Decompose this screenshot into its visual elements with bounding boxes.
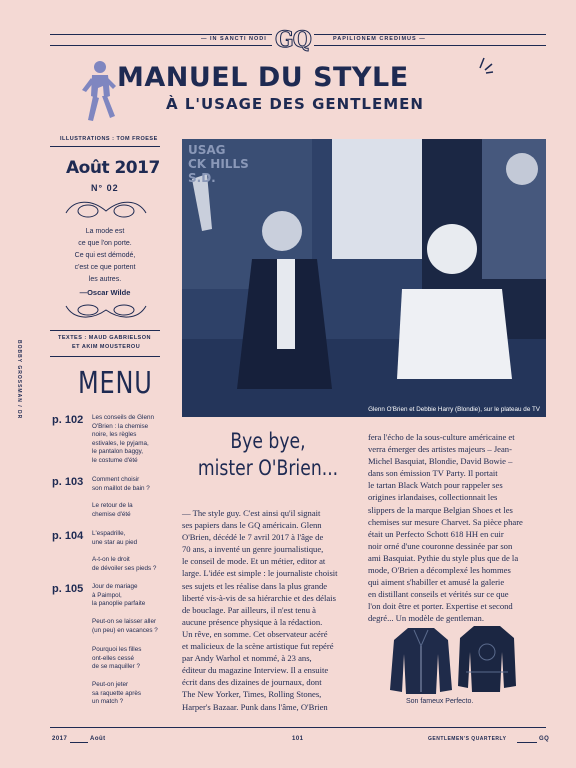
masthead-left-motto: — IN SANCTI NODI xyxy=(198,36,270,42)
article-column-2 xyxy=(368,431,548,625)
illustrations-credit: ILLUSTRATIONS : TOM FROESE xyxy=(60,136,158,142)
menu-item[interactable] xyxy=(92,556,172,573)
body-line: slippers de la marque Belgian Shoes et les xyxy=(368,504,513,515)
headline-line: mister O'Brien... xyxy=(197,456,339,480)
gq-logo: GQ xyxy=(272,27,314,53)
menu-item[interactable] xyxy=(92,502,167,519)
body-line: le conseil de mode. Et un métier, editor at xyxy=(182,556,326,567)
menu-item-line: sa raquette après xyxy=(92,689,142,697)
menu-page-number: p. 102 xyxy=(52,414,84,426)
body-line: degré... Un modèle de gentleman. xyxy=(368,613,484,624)
menu-item-line: de se maquiller ? xyxy=(92,663,140,670)
article-column-1 xyxy=(182,507,362,713)
menu-item[interactable] xyxy=(92,530,167,547)
body-line: Harper's Bazaar. Punk dans l'âme, O'Brien xyxy=(182,701,328,712)
menu-item-line: Le retour de la xyxy=(92,502,133,509)
quote-line: Ce qui est démodé, xyxy=(74,252,136,259)
body-line: liberté vis-à-vis de sa hiérarchie et des délais xyxy=(182,592,336,603)
menu-page-number: p. 104 xyxy=(52,530,84,542)
sparkle-icon xyxy=(476,56,494,74)
menu-item-line: Les conseils de Glenn xyxy=(92,414,154,421)
body-line: était un Perfecto Schott 618 HH en cuir xyxy=(368,528,504,539)
body-line: 70 ans, a inventé un genre journalistique, xyxy=(182,544,324,555)
photo-credit-vertical: BOBBY GROSSMAN / DR xyxy=(16,340,22,420)
body-line: O'Brien, décédé le 7 avril 2017 à l'âge de xyxy=(182,532,324,543)
menu-item-line: son maillot de bain ? xyxy=(92,484,150,492)
ornament-top-icon xyxy=(62,197,150,223)
footer-rule xyxy=(50,727,546,728)
menu-item[interactable] xyxy=(92,618,172,635)
body-line: écrit dans des dizaines de journaux, dont xyxy=(182,677,322,688)
menu-item-line: A-t-on le droit xyxy=(92,556,130,563)
quote-line: La mode est xyxy=(85,228,125,235)
menu-item-line: le costume d'été xyxy=(92,456,138,464)
body-line: large. L'idée est simple : le journaliste choisit xyxy=(182,568,338,579)
body-line: de bouclage. Par ailleurs, il n'est tenu à xyxy=(182,604,316,615)
body-line: ami Basquiat. Pythie du style plus que de la xyxy=(368,552,519,563)
photo-caption: Glenn O'Brien et Debbie Harry (Blondie), sur le plateau de TV xyxy=(368,406,540,413)
footer-dash xyxy=(70,742,88,743)
menu-item-line: noire, les règles xyxy=(92,431,137,438)
body-line: mode, O'Brien a décomplexé les hommes xyxy=(368,565,511,576)
jacket-caption: Son fameux Perfecto. xyxy=(406,698,474,705)
texts-credit-2: ET AKIM MOUSTEROU xyxy=(72,344,141,350)
body-line: verra émerger des artistes majeurs – Jean- xyxy=(368,444,512,455)
menu-item[interactable] xyxy=(92,681,167,707)
footer-gq: GQ xyxy=(539,736,550,742)
body-line: Michel Basquiat, Blondie, David Bowie – xyxy=(368,456,513,467)
sidebar-rule-2 xyxy=(50,330,160,331)
body-line: ses papiers dans le GQ américain. Glenn xyxy=(182,520,322,531)
body-line: Un rêve, en somme. Cet observateur acéré xyxy=(182,628,328,639)
magazine-section-subtitle: À L'USAGE DES GENTLEMEN xyxy=(166,95,424,113)
masthead-right-motto: PAPILIONEM CREDIMUS — xyxy=(330,36,429,42)
body-line: éditeur du magazine Interview. Il a ensuite xyxy=(182,665,329,676)
body-line: aucune présence physique à la rédaction. xyxy=(182,616,323,627)
menu-item-line: la panoplie parfaite xyxy=(92,600,146,607)
menu-item-line: le pantalon baggy, xyxy=(92,448,143,455)
body-line: qui aiment s'habiller et amusé la galerie xyxy=(368,577,505,588)
body-line: — The style guy. C'est ainsi qu'il signait xyxy=(182,508,321,518)
menu-item[interactable] xyxy=(92,583,167,609)
jacket-back-illustration xyxy=(456,622,518,694)
menu-item-line: ont-elles cessé xyxy=(92,654,134,662)
body-line: fera l'écho de la sous-culture américaine et xyxy=(368,432,515,442)
footer-magazine-name: GENTLEMEN'S QUARTERLY xyxy=(428,736,507,742)
menu-item[interactable] xyxy=(92,476,167,493)
issue-number: N° 02 xyxy=(91,183,119,193)
menu-page-number: p. 103 xyxy=(52,476,84,488)
texts-credit-1: TEXTES : MAUD GABRIELSON xyxy=(58,335,151,341)
menu-item-line: chemise d'été xyxy=(92,510,131,518)
menu-item-line: estivales, le pyjama, xyxy=(92,439,149,447)
menu-item-line: à Paimpol, xyxy=(92,591,122,599)
menu-item-line: Comment choisir xyxy=(92,476,140,483)
menu-item-line: de dévoiler ses pieds ? xyxy=(92,564,157,572)
body-line: par Andy Warhol et nommé, à 23 ans, xyxy=(182,653,312,664)
footer-dash-2 xyxy=(517,742,537,743)
menu-item[interactable] xyxy=(92,646,167,672)
menu-item-line: Jour de mariage xyxy=(92,583,138,590)
quote-author: —Oscar Wilde xyxy=(79,288,131,297)
quote-line: ce que l'on porte. xyxy=(78,240,132,247)
menu-item-line: une star au pied xyxy=(92,538,138,546)
menu-item-line: Pourquoi les filles xyxy=(92,646,142,653)
issue-month: Août 2017 xyxy=(66,158,160,178)
article-photo xyxy=(182,139,546,417)
menu-item[interactable] xyxy=(92,414,167,465)
menu-item-line: un match ? xyxy=(92,698,124,705)
ornament-bottom-icon xyxy=(62,302,150,324)
body-line: chemises sur mesure Charvet. Sa pièce phare xyxy=(368,516,523,527)
menu-item-line: O'Brien : la chemise xyxy=(92,422,149,430)
body-line: noir orné d'une couronne dessinée par son xyxy=(368,540,513,551)
sidebar-rule-1 xyxy=(50,146,160,147)
article-headline xyxy=(197,428,338,482)
body-line: le tartan Black Watch pour rappeler ses xyxy=(368,480,503,491)
body-line: et malicieux de la scène artistique fut repéré xyxy=(182,641,334,652)
magazine-section-title: MANUEL DU STYLE xyxy=(117,62,409,93)
menu-title: MENU xyxy=(78,366,153,401)
menu-item-line: (un peu) en vacances ? xyxy=(92,626,158,634)
footer-month: Août xyxy=(90,736,106,742)
footer-year: 2017 xyxy=(52,736,68,742)
quote-line: c'est ce que portent xyxy=(74,264,136,271)
headline-line: Bye bye, xyxy=(230,429,306,453)
body-line: The New Yorker, Times, Rolling Stones, xyxy=(182,689,322,700)
menu-page-number: p. 105 xyxy=(52,583,84,595)
oscar-wilde-quote xyxy=(55,226,155,299)
quote-line: les autres. xyxy=(88,276,122,283)
body-line: ses sujets et les réalise dans la plus grande xyxy=(182,580,328,591)
menu-item-line: L'espadrille, xyxy=(92,530,126,537)
chalkboard-text: USAG CK HILLS S.D. xyxy=(188,143,249,185)
sidebar-rule-3 xyxy=(50,356,160,357)
body-line: dans son émission TV Party. Il portait xyxy=(368,468,498,479)
gentleman-illustration xyxy=(78,58,120,124)
menu-item-line: Peut-on jeter xyxy=(92,681,129,688)
body-line: origines irlandaises, collectionnait les xyxy=(368,492,498,503)
footer-page-number: 101 xyxy=(292,736,304,742)
body-line: en distillant conseils et vérités sur ce que xyxy=(368,589,509,600)
menu-item-line: Peut-on se laisser aller xyxy=(92,618,157,625)
body-line: l'on doit être et porter. Expertise et second xyxy=(368,601,513,612)
jacket-front-illustration xyxy=(388,624,454,696)
